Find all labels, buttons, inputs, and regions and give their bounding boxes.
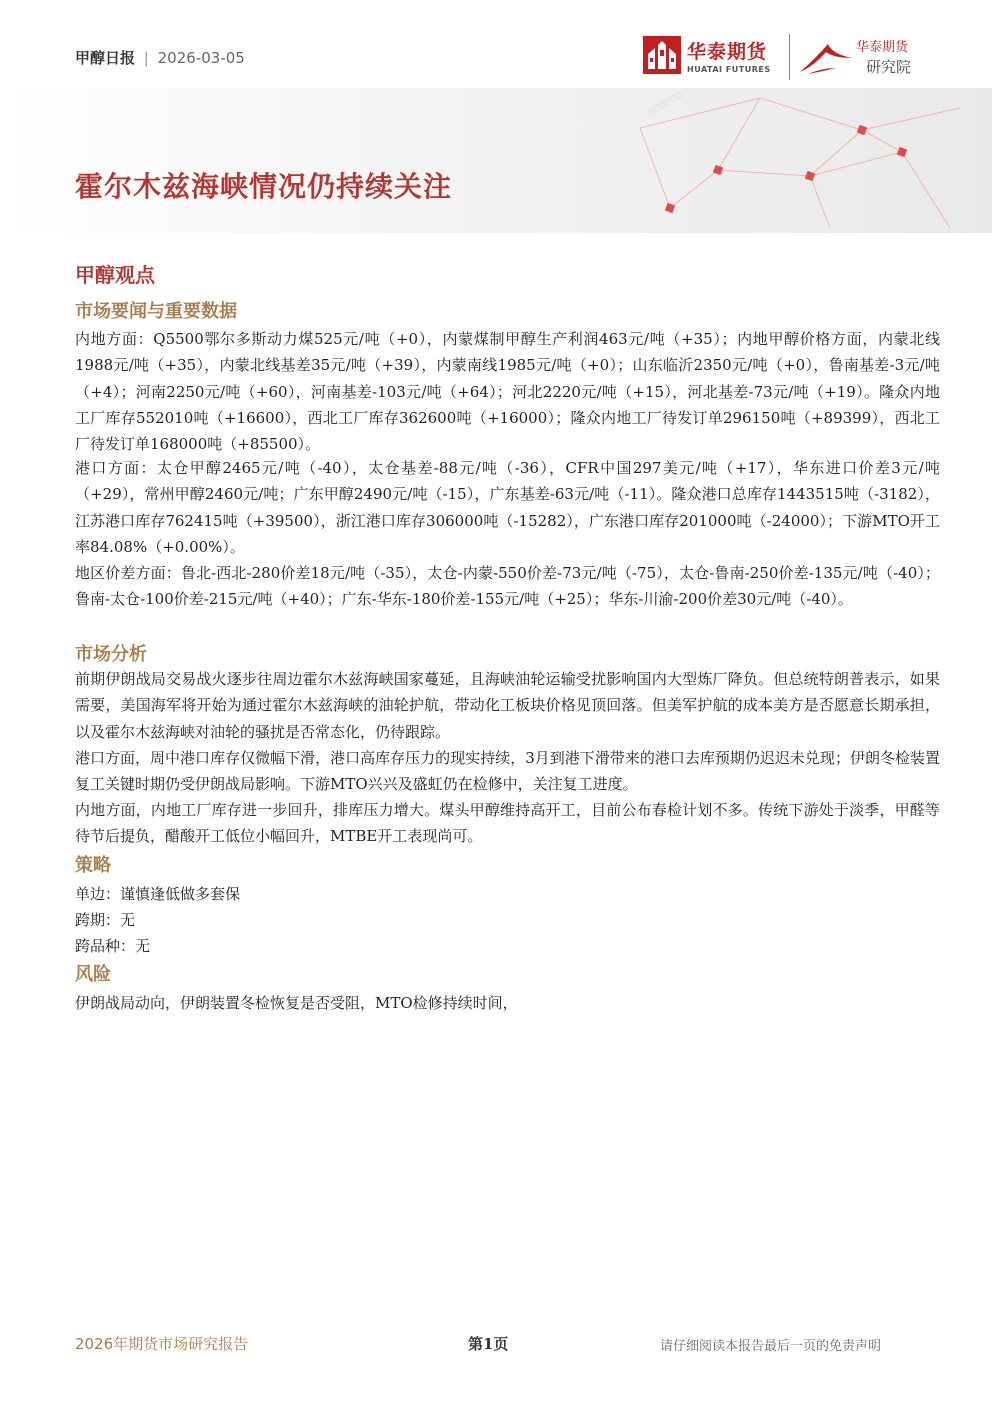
institute-line2: 研究院 — [866, 58, 912, 76]
page-number: 第1页 — [468, 1335, 509, 1353]
huatai-futures-logo — [643, 36, 771, 74]
analysis-heading: 市场分析 — [75, 644, 147, 665]
analysis-paragraph-3: 内地方面，内地工厂库存进一步回升，排库压力增大。煤头甲醇维持高开工，目前公布春检计划不多。传统下游处于淡季，甲醛等待节后提负，醋酸开工低位小幅回升，MTBE开工表现尚可。 — [75, 801, 940, 846]
port-paragraph: 港口方面：太仓甲醇2465元/吨（-40），太仓基差-88元/吨（-36），CFR中国297美元/吨（+17），华东进口价差3元/吨（+29），常州甲醇2460元/吨；广东甲醇2490元/吨（-15），广东基差-63元/吨（-11）。隆众港口总库存1443515吨（-3182），江苏港口库存762415吨（+39500），浙江港口库存306000吨（-15282），广东港口库存201000吨（-24000）；下游MTO开工率84.08%（+0.00%）。 — [75, 459, 940, 556]
huatai-emblem-icon — [643, 36, 681, 74]
risk-text: 伊朗战局动向，伊朗装置冬检恢复是否受阻，MTO检修持续时间， — [75, 994, 518, 1012]
logo-english-name: HUATAI FUTURES — [687, 64, 771, 74]
research-institute-logo — [798, 34, 923, 80]
disclaimer-note: 请仔细阅读本报告最后一页的免责声明 — [660, 1339, 882, 1354]
report-header — [75, 47, 245, 68]
region-spread-paragraph: 地区价差方面：鲁北-西北-280价差18元/吨（-35），太仓-内蒙-550价差-73元/吨（-75），太仓-鲁南-250价差-135元/吨（-40）；鲁南-太仓-100价差-215元/吨（+40）；广东-华东-180价差-155元/吨（+25）；华东-川渝-200价差30元/吨（-40）。 — [75, 564, 940, 609]
header-separator: | — [143, 49, 149, 67]
inland-paragraph: 内地方面：Q5500鄂尔多斯动力煤525元/吨（+0），内蒙煤制甲醇生产利润463元/吨（+35）；内地甲醇价格方面，内蒙北线1988元/吨（+35），内蒙北线基差35元/吨（+39），内蒙南线1985元/吨（+0）；山东临沂2350元/吨（+0），鲁南基差-3元/吨（+4）；河南2250元/吨（+60），河南基差-103元/吨（+64）；河北2220元/吨（+15），河北基差-73元/吨（+19）。隆众内地工厂库存552010吨（+16600），西北工厂库存362600吨（+16000）；隆众内地工厂待发订单296150吨（+89399），西北工厂待发订单168000吨（+85500）。 — [75, 330, 940, 454]
page-title: 霍尔木兹海峡情况仍持续关注 — [75, 170, 453, 203]
banner-decor-text: 000000 — [646, 89, 685, 119]
report-date: 2026-03-05 — [157, 49, 245, 67]
footer-report-label: 2026年期货市场研究报告 — [75, 1335, 249, 1353]
logo-chinese-name: 华泰期货 — [687, 40, 768, 63]
strategy-single: 单边：谨慎逢低做多套保 — [75, 885, 241, 903]
strategy-calendar: 跨期：无 — [75, 911, 136, 929]
institute-bird-icon — [798, 38, 854, 76]
analysis-paragraph-2: 港口方面，周中港口库存仅微幅下滑，港口高库存压力的现实持续，3月到港下滑带来的港口去库预期仍迟迟未兑现；伊朗冬检装置复工关键时期仍受伊朗战局影响。下游MTO兴兴及盛虹仍在检修中，关注复工进度。 — [75, 749, 940, 794]
report-name: 甲醇日报 — [75, 49, 136, 67]
logo-divider — [789, 34, 790, 80]
strategy-heading: 策略 — [75, 855, 111, 876]
risk-heading: 风险 — [75, 964, 111, 985]
strategy-cross: 跨品种：无 — [75, 937, 151, 955]
view-heading: 甲醇观点 — [75, 263, 155, 287]
market-news-heading: 市场要闻与重要数据 — [75, 301, 237, 322]
analysis-paragraph-1: 前期伊朗战局交易战火逐步往周边霍尔木兹海峡国家蔓延，且海峡油轮运输受扰影响国内大型炼厂降负。但总统特朗普表示，如果需要，美国海军将开始为通过霍尔木兹海峡的油轮护航，带动化工板块价格见顶回落。但美军护航的成本美方是否愿意长期承担，以及霍尔木兹海峡对油轮的骚扰是否常态化，仍待跟踪。 — [75, 670, 940, 741]
header-banner — [0, 88, 992, 233]
institute-line1: 华泰期货 — [856, 40, 909, 55]
